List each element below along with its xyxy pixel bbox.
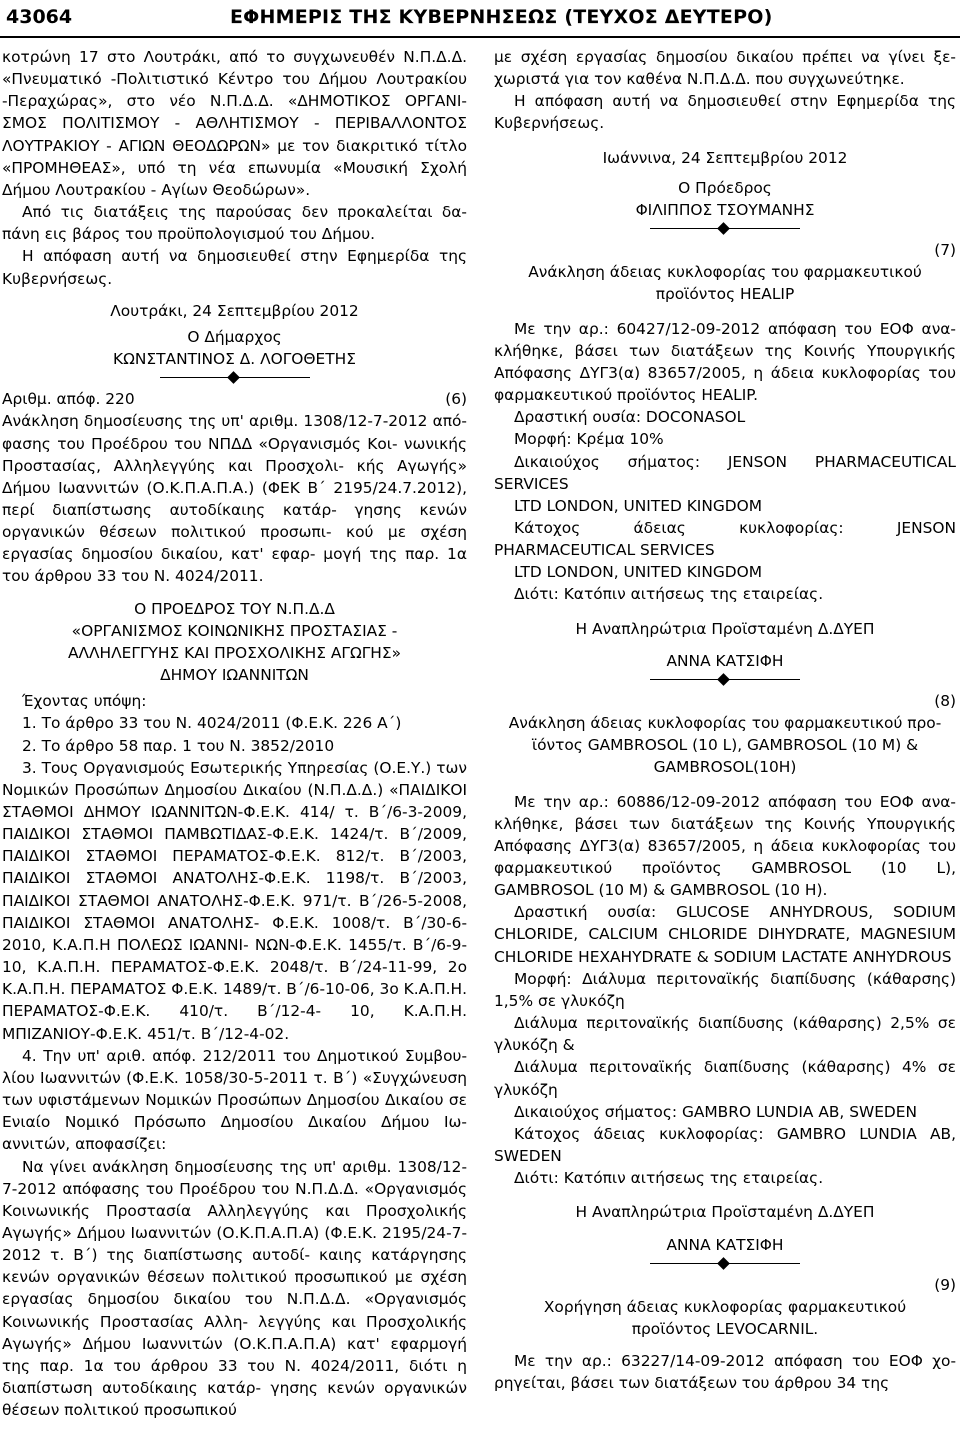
- signer-name-right: ΦΙΛΙΠΠΟΣ ΤΣΟΥΜΑΝΗΣ: [635, 200, 815, 219]
- decision-body-9: Με την αρ.: 63227/14-09-2012 απόφαση του ΕΟΦ χο- ρηγείται, βάσει των διατάξεων του άρθρου 34 της: [494, 1352, 956, 1393]
- heading-municipality: ΔΗΜΟΥ ΙΩΑΝΝΙΤΩΝ: [160, 666, 309, 685]
- left-column: [2, 46, 467, 1421]
- heading-organization: «ΟΡΓΑΝΙΣΜΟΣ ΚΟΙΝΩΝΙΚΗΣ ΠΡΟΣΤΑΣΙΑΣ - ΑΛΛΗΛΕΓΓΥΗΣ ΚΑΙ ΠΡΟΣΧΟΛΙΚΗΣ ΑΓΩΓΗΣ»: [67, 621, 402, 662]
- publish-paragraph: Η απόφαση αυτή να δημοσιευθεί στην Εφημερίδα της Κυβερνήσεως.: [2, 247, 467, 288]
- signer-role-8: Η Αναπληρώτρια Προϊσταμένη Δ.ΔΥΕΠ: [575, 1203, 875, 1222]
- list-item-1: 1. Το άρθρο 33 του Ν. 4024/2011 (Φ.Ε.Κ. 226 Α΄): [22, 714, 402, 733]
- decision-tag: (6): [445, 390, 467, 409]
- place-date-right: Ιωάννινα, 24 Σεπτεμβρίου 2012: [602, 148, 848, 167]
- trademark-holder-8: Δικαιούχος σήματος: GAMBRO LUNDIA AB, SWEDEN: [514, 1102, 918, 1121]
- decision-title: Ανάκληση δημοσίευσης της υπ' αριθμ. 1308/12-7-2012 από- φασης του Προέδρου του ΝΠΔΔ «Οργανισμός Κοι- νωνικής Προστασίας, Αλληλεγγύης και Προσχολι- κής Αγωγής» Δήμου Ιωαννιτών (Ο.Κ.Π.Α.Π.Α.) (ΦΕΚ Β΄ 2195/24.7.2012), περί διαπίστωσης αυτοδίκαιης κατάρ- γησης κενών οργανικών θέσεων πολιτικού προσωπι- κού με σχέση εργασίας δημοσίου δικαίου, κατ' εφαρ- μογή της παρ. 1α του άρθρου 33 του Ν. 4024/2011.: [2, 412, 467, 586]
- signer-role: Ο Δήμαρχος: [187, 327, 282, 346]
- decision-title-9: Χορήγηση άδειας κυκλοφορίας φαρμακευτικού προϊόντος LEVOCARNIL.: [543, 1297, 907, 1338]
- active-substance-7: Δραστική ουσία: DOCONASOL: [514, 408, 746, 427]
- intro-paragraph: κοτρώνη 17 στο Λουτράκι, από το συγχωνευθέν Ν.Π.Δ.Δ. «Πνευματικό -Πολιτιστικό Κέντρο του Δήμου Λουτρακίου -Περαχώρας», στο νέο Ν.Π.Δ.Δ. «ΔΗΜΟΤΙΚΟΣ ΟΡΓΑΝΙ- ΣΜΟΣ ΠΟΛΙΤΙΣΜΟΥ - ΑΘΛΗΤΙΣΜΟΥ - ΠΕΡΙΒΑΛΛΟΝΤΟΣ ΛΟΥΤΡΑΚΙΟΥ - ΑΓΙΩΝ ΘΕΟΔΩΡΩΝ» με τον διακριτικό τίτλο «ΠΡΟΜΗΘΕΑΣ», υπό τη νέα επωνυμία «Μουσική Σχολή Δήμου Λουτρακίου - Αγίων Θεοδώρων».: [2, 48, 467, 199]
- section-separator: [650, 1258, 800, 1270]
- form-7: Μορφή: Κρέμα 10%: [514, 430, 664, 449]
- publish-paragraph-right: Η απόφαση αυτή να δημοσιευθεί στην Εφημερίδα της Κυβερνήσεως.: [494, 92, 956, 133]
- list-item-3: 3. Τους Οργανισμούς Εσωτερικής Υπηρεσίας (Ο.Ε.Υ.) των Νομικών Προσώπων Δημοσίου Δικαίου (Ν.Π.Δ.Δ.) «ΠΑΙΔΙΚΟΙ ΣΤΑΘΜΟΙ ΔΗΜΟΥ ΙΩΑΝΝΙΤΩΝ-Φ.Ε.Κ. 414/ τ. Β΄/6-3-2009, ΠΑΙΔΙΚΟΙ ΣΤΑΘΜΟΙ ΠΑΜΒΩΤΙΔΑΣ-Φ.Ε.Κ. 1424/τ. Β΄/2009, ΠΑΙΔΙΚΟΙ ΣΤΑΘΜΟΙ ΠΕΡΑΜΑΤΟΣ-Φ.Ε.Κ. 812/τ. Β΄/2003, ΠΑΙΔΙΚΟΙ ΣΤΑΘΜΟΙ ΑΝΑΤΟΛΗΣ-Φ.Ε.Κ. 1198/τ. Β΄/2003, ΠΑΙΔΙΚΟΙ ΣΤΑΘΜΟΙ ΑΝΑΤΟΛΗΣ-Φ.Ε.Κ. 971/τ. Β΄/26-5-2008, ΠΑΙΔΙΚΟΙ ΣΤΑΘΜΟΙ ΑΝΑΤΟΛΗΣ- Φ.Ε.Κ. 1008/τ. Β΄/30-6-2010, Κ.Α.Π.Η ΠΟΛΕΩΣ ΙΩΑΝΝΙ- ΝΩΝ-Φ.Ε.Κ. 1455/τ. Β΄/6-9-10, Κ.Α.Π.Η. ΠΕΡΑΜΑΤΟΣ-Φ.Ε.Κ. 2048/τ. Β΄/24-11-99, 2ο Κ.Α.Π.Η. ΠΕΡΑΜΑΤΟΣ Φ.Ε.Κ. 1489/τ. Β΄/6-10-06, 3ο Κ.Α.Π.Η. ΠΕΡΑΜΑΤΟΣ-Φ.Ε.Κ. 410/τ. Β΄/12-4- 10, Κ.Α.Π.Η. ΜΠΙΖΑΝΙΟΥ-Φ.Ε.Κ. 451/τ. Β΄/12-4-02.: [2, 758, 467, 1043]
- active-substance-8: Δραστική ουσία: GLUCOSE ANHYDROUS, SODIUM CHLORIDE, CALCIUM CHLORIDE DIHYDRATE, MAGNESIUM CHLORIDE HEXAHYDRATE & SODIUM LACTATE ANHYDROUS: [494, 903, 956, 966]
- decision-tag-7: (7): [934, 241, 956, 260]
- decision-title-8: Ανάκληση άδειας κυκλοφορίας του φαρμακευτικού προ- ϊόντος GAMBROSOL (10 L), GAMBROSOL (10 M) & GAMBROSOL(10H): [508, 714, 942, 777]
- decision-tag-9: (9): [934, 1275, 956, 1294]
- address-7b: LTD LONDON, UNITED KINGDOM: [514, 563, 763, 582]
- no-expense-paragraph: Από τις διατάξεις της παρούσας δεν προκαλείται δα- πάνη εις βάρος του προϋπολογισμού του Δήμου.: [2, 203, 467, 244]
- decision-number: Αριθμ. απόφ. 220: [2, 390, 135, 409]
- page-number: 43064: [6, 6, 73, 28]
- signer-name-7: ΑΝΝΑ ΚΑΤΣΙΦΗ: [666, 651, 784, 670]
- list-item-4: 4. Την υπ' αριθ. απόφ. 212/2011 του Δημοτικού Συμβου- λίου Ιωαννιτών (Φ.Ε.Κ. 1058/30-5-2011 τ. Β΄) «Συγχώνευση των υφιστάμενων Νομικών Προσώπων Δημοσίου Δικαίου σε Ενιαίο Νομικό Πρόσωπο Δημοσίου Δικαίου Δήμου Ιω- αννιτών, αποφασίζει:: [2, 1046, 467, 1154]
- continuation-paragraph: με σχέση εργασίας δημοσίου δικαίου πρέπει να γίνει ξε- χωριστά για τον καθένα Ν.Π.Δ.Δ. που συγχωνεύτηκε.: [494, 48, 956, 89]
- trademark-holder-7: Δικαιούχος σήματος: JENSON PHARMACEUTICAL SERVICES: [494, 452, 956, 493]
- header-rule: [0, 36, 960, 38]
- decision-header: [2, 388, 467, 410]
- license-holder-7: Κάτοχος άδειας κυκλοφορίας: JENSON PHARMACEUTICAL SERVICES: [494, 518, 956, 560]
- heading-president: Ο ΠΡΟΕΔΡΟΣ ΤΟΥ Ν.Π.Δ.Δ: [134, 599, 335, 618]
- decision-title-7: Ανάκληση άδειας κυκλοφορίας του φαρμακευτικού προϊόντος HEALIP: [528, 263, 922, 304]
- section-separator: [160, 372, 310, 384]
- signer-role-right: Ο Πρόεδρος: [678, 178, 772, 197]
- place-date: Λουτράκι, 24 Σεπτεμβρίου 2012: [110, 301, 359, 320]
- signer-name: ΚΩΝΣΤΑΝΤΙΝΟΣ Δ. ΛΟΓΟΘΕΤΗΣ: [113, 350, 356, 369]
- decision-body-7: Με την αρ.: 60427/12-09-2012 απόφαση του ΕΟΦ ανα- κλήθηκε, βάσει των διατάξεων της Κοινής Υπουργικής Απόφασης ΔΥΓ3(α) 83657/2005, η άδεια κυκλοφορίας του φαρμακευτικού προϊόντος HEALIP.: [494, 319, 956, 405]
- decision-tag-8: (8): [934, 691, 956, 710]
- decision-body-8: Με την αρ.: 60886/12-09-2012 απόφαση του ΕΟΦ ανα- κλήθηκε, βάσει των διατάξεων της Κοινής Υπουργικής Απόφασης ΔΥΓ3(α) 83657/2005, η άδεια κυκλοφορίας του φαρμακευτικού προϊόντος GAMBROSOL (10 L), GAMBROSOL (10 M) & GAMBROSOL (10 H).: [494, 792, 956, 900]
- form-8c: Διάλυμα περιτοναϊκής διαπίδυσης (κάθαρσης) 4% σε γλυκόζη: [494, 1058, 956, 1099]
- reason-7: Διότι: Κατόπιν αιτήσεως της εταιρείας.: [514, 585, 824, 604]
- gazette-title: ΕΦΗΜΕΡΙΣ ΤΗΣ ΚΥΒΕΡΝΗΣΕΩΣ (ΤΕΥΧΟΣ ΔΕΥΤΕΡΟ): [230, 6, 773, 28]
- section-separator: [650, 223, 800, 235]
- form-8a: Μορφή: Διάλυμα περιτοναϊκής διαπίδυσης (κάθαρσης) 1,5% σε γλυκόζη: [494, 969, 956, 1010]
- form-8b: Διάλυμα περιτοναϊκής διαπίδυσης (κάθαρσης) 2,5% σε γλυκόζη &: [494, 1014, 956, 1055]
- having-regard: Έχοντας υπόψη:: [22, 692, 147, 711]
- list-item-2: 2. Το άρθρο 58 παρ. 1 του Ν. 3852/2010: [22, 736, 335, 755]
- signer-role-7: Η Αναπληρώτρια Προϊσταμένη Δ.ΔΥΕΠ: [575, 619, 875, 638]
- page-header: [0, 0, 960, 38]
- reason-8: Διότι: Κατόπιν αιτήσεως της εταιρείας.: [514, 1169, 824, 1188]
- address-7a: LTD LONDON, UNITED KINGDOM: [514, 496, 763, 515]
- right-column: [494, 46, 956, 1394]
- signer-name-8: ΑΝΝΑ ΚΑΤΣΙΦΗ: [666, 1235, 784, 1254]
- license-holder-8: Κάτοχος άδειας κυκλοφορίας: GAMBRO LUNDIA AB, SWEDEN: [494, 1124, 956, 1166]
- decision-paragraph: Να γίνει ανάκληση δημοσίευσης της υπ' αριθμ. 1308/12-7-2012 απόφασης του Προέδρου του Ν.Π.Δ.Δ. «Οργανισμός Κοινωνικής Προστασία Αλληλεγγύης και Προσχολικής Αγωγής» Δήμου Ιωαννιτών (Ο.Κ.Π.Α.Π.Α) (Φ.Ε.Κ. 2195/24-7-2012 τ. Β΄) της διαπίστωσης αυτοδί- καιης κατάργησης κενών οργανικών θέσεων πολιτικού προσωπικού με σχέση εργασίας δημοσίου δικαίου του Ν.Π.Δ.Δ. «Οργανισμός Κοινωνικής Προστασίας Αλλη- λεγγύης και Προσχολικής Αγωγής» Δήμου Ιωαννιτών (Ο.Κ.Π.Α.Π.Α) κατ' εφαρμογή της παρ. 1α του άρθρου 33 του Ν. 4024/2011, διότι η διαπίστωση αυτοδίκαιης κατάρ- γησης κενών οργανικών θέσεων πολιτικού προσωπικού: [2, 1157, 467, 1420]
- section-separator: [650, 674, 800, 686]
